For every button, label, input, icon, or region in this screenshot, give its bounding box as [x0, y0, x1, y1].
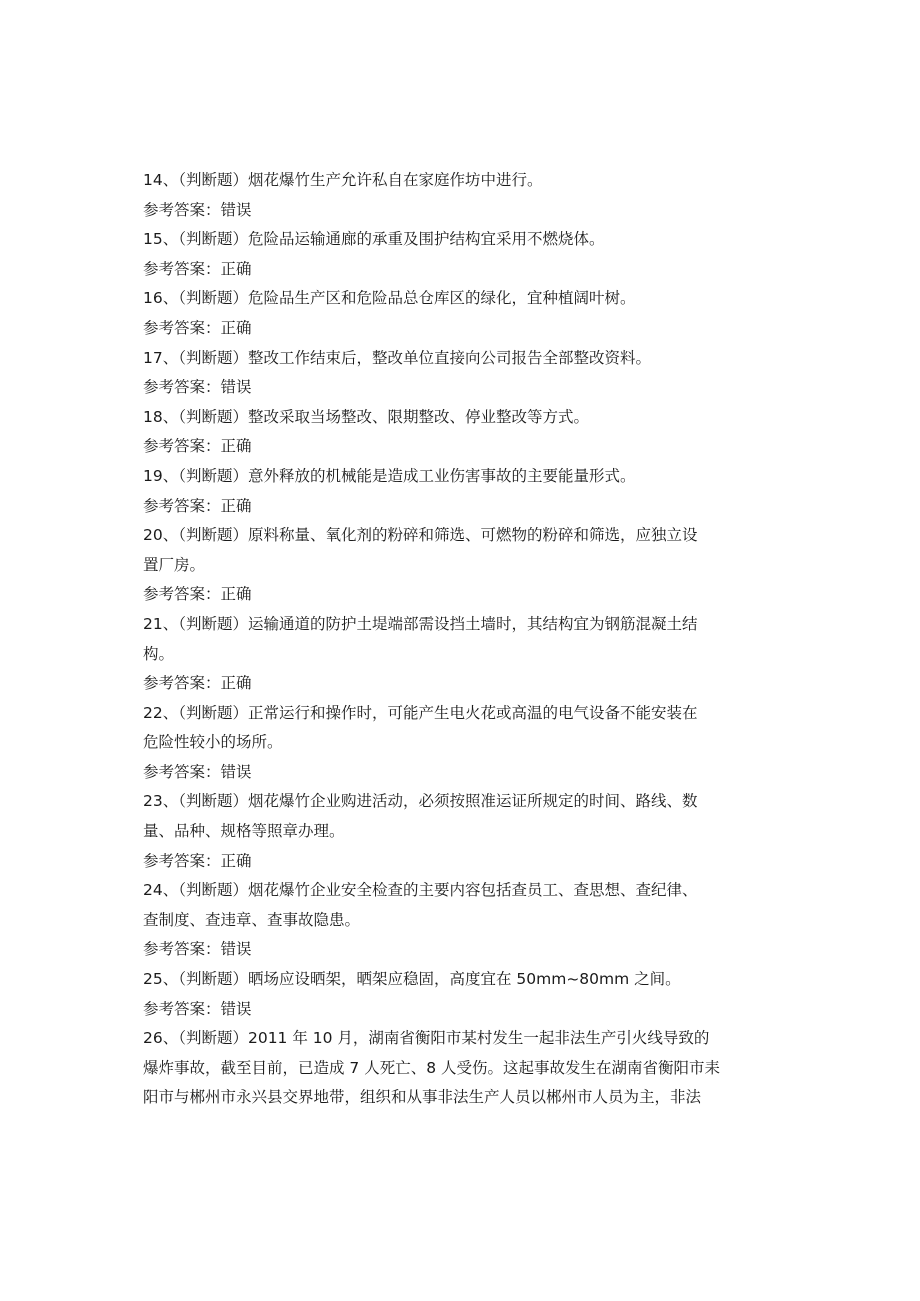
question-item: [143, 166, 769, 225]
question-line: 危险性较小的场所。: [143, 733, 283, 752]
question-line: 19、（判断题）意外释放的机械能是造成工业伤害事故的主要能量形式。: [143, 466, 636, 485]
question-line: 26、（判断题）2011 年 10 月，湖南省衡阳市某村发生一起非法生产引火线导致的: [143, 1029, 710, 1048]
question-text: [143, 699, 769, 758]
question-item: [143, 403, 769, 462]
question-line: 18、（判断题）整改采取当场整改、限期整改、停业整改等方式。: [143, 407, 589, 426]
answer-line: 参考答案：正确: [143, 318, 252, 337]
question-item: [143, 521, 769, 610]
question-text: [143, 344, 769, 374]
question-item: [143, 787, 769, 876]
question-line: 量、品种、规格等照章办理。: [143, 822, 345, 841]
question-line: 17、（判断题）整改工作结束后，整改单位直接向公司报告全部整改资料。: [143, 348, 651, 367]
question-line: 14、（判断题）烟花爆竹生产允许私自在家庭作坊中进行。: [143, 171, 543, 189]
question-text: [143, 462, 769, 492]
answer-line: 参考答案：错误: [143, 762, 252, 781]
answer-line: 参考答案：错误: [143, 940, 252, 959]
question-item: [143, 876, 769, 965]
answer-line: 参考答案：错误: [143, 999, 252, 1018]
question-item: [143, 344, 769, 403]
question-text: [143, 225, 769, 255]
answer-line: 参考答案：错误: [143, 378, 252, 397]
question-line: 16、（判断题）危险品生产区和危险品总仓库区的绿化，宜种植阔叶树。: [143, 289, 636, 308]
answer-line: 参考答案：正确: [143, 437, 252, 456]
question-text: [143, 1024, 769, 1113]
question-item: [143, 462, 769, 521]
question-text: [143, 284, 769, 314]
question-line: 置厂房。: [143, 555, 206, 574]
question-text: [143, 521, 769, 580]
question-text: [143, 166, 769, 196]
answer-line: 参考答案：正确: [143, 496, 252, 515]
answer-line: 参考答案：正确: [143, 585, 252, 604]
question-line: 查制度、查违章、查事故隐患。: [143, 910, 361, 929]
question-item: [143, 284, 769, 343]
question-line: 20、（判断题）原料称量、氧化剂的粉碎和筛选、可燃物的粉碎和筛选，应独立设: [143, 526, 698, 545]
question-line: 阳市与郴州市永兴县交界地带，组织和从事非法生产人员以郴州市人员为主，非法: [143, 1088, 702, 1107]
question-item: [143, 225, 769, 284]
question-text: [143, 876, 769, 935]
question-text: [143, 965, 769, 995]
question-item: [143, 965, 769, 1024]
question-item: [143, 610, 769, 699]
question-text: [143, 403, 769, 433]
question-line: 24、（判断题）烟花爆竹企业安全检查的主要内容包括查员工、查思想、查纪律、: [143, 881, 698, 900]
question-line: 15、（判断题）危险品运输通廊的承重及围护结构宜采用不燃烧体。: [143, 230, 605, 249]
question-item: [143, 699, 769, 788]
question-line: 25、（判断题）晒场应设晒架，晒架应稳固，高度宜在 50mm~80mm 之间。: [143, 970, 681, 989]
question-line: 23、（判断题）烟花爆竹企业购进活动，必须按照准运证所规定的时间、路线、数: [143, 792, 698, 811]
document-page: [143, 166, 769, 1113]
answer-line: 参考答案：错误: [143, 200, 252, 219]
question-line: 构。: [143, 644, 175, 663]
question-line: 22、（判断题）正常运行和操作时，可能产生电火花或高温的电气设备不能安装在: [143, 703, 698, 722]
question-item: [143, 1024, 769, 1113]
answer-line: 参考答案：正确: [143, 259, 252, 278]
answer-line: 参考答案：正确: [143, 851, 252, 870]
question-text: [143, 610, 769, 669]
question-line: 21、（判断题）运输通道的防护土堤端部需设挡土墙时，其结构宜为钢筋混凝土结: [143, 614, 698, 633]
answer-line: 参考答案：正确: [143, 674, 252, 693]
question-line: 爆炸事故，截至目前，已造成 7 人死亡、8 人受伤。这起事故发生在湖南省衡阳市耒: [143, 1058, 721, 1077]
question-text: [143, 787, 769, 846]
